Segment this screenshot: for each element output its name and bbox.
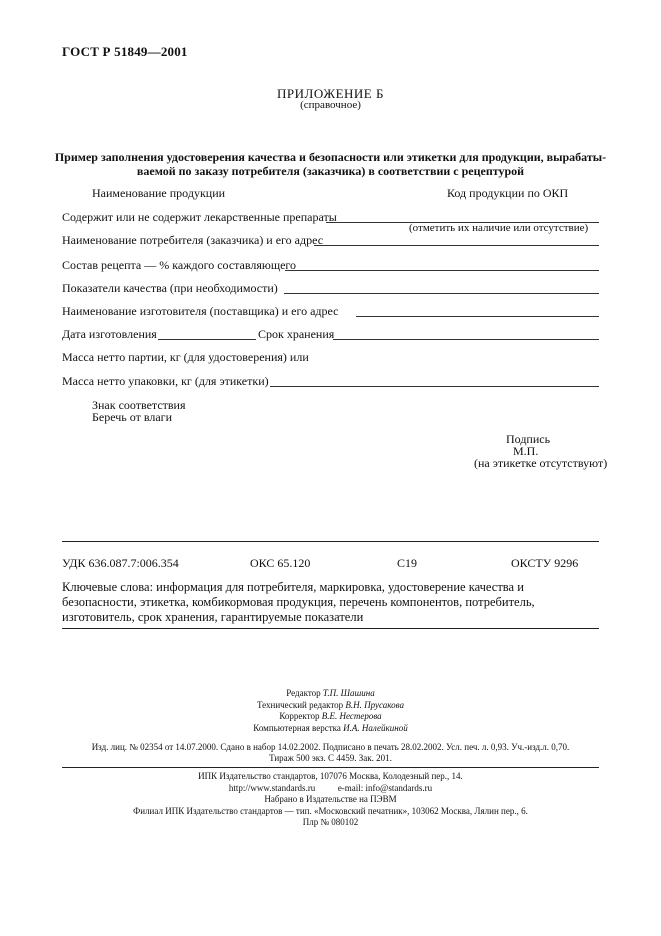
udk-code: УДК 636.087.7:006.354: [62, 556, 179, 570]
example-title: [0, 150, 661, 178]
imprint-email: e-mail: info@standards.ru: [337, 782, 433, 793]
corrector-name: В.Е. Нестерова: [321, 711, 382, 721]
recipe-fill-line: [285, 270, 599, 271]
imprint-line5: Плр № 080102: [302, 817, 359, 827]
keywords-rule: [62, 628, 599, 629]
layout-name: И.А. Налейкиной: [343, 722, 408, 733]
appendix-subtitle: (справочное): [300, 99, 361, 111]
batch-mass-label: Масса нетто партии, кг (для удостоверения) или: [62, 350, 309, 364]
tech-editor-name: В.Н. Прусакова: [345, 699, 405, 710]
quality-fill-line: [284, 293, 599, 294]
stamp-label: М.П.: [513, 444, 539, 458]
editor-role: Редактор: [286, 688, 321, 698]
customer-fill-line: [314, 245, 599, 246]
imprint-contacts: [0, 783, 661, 795]
customer-label: Наименование потребителя (заказчика) и его адрес: [62, 233, 324, 247]
okp-code-label: Код продукции по ОКП: [447, 186, 569, 200]
drugs-note: (отметить их наличие или отсутствие): [409, 222, 589, 234]
corrector-role: Корректор: [279, 711, 320, 721]
recipe-label: Состав рецепта — % каждого составляющего: [62, 258, 297, 272]
credits: [0, 688, 661, 734]
top-rule: [62, 541, 599, 542]
example-title-line2: ваемой по заказу потребителя (заказчика) в соответствии с рецептурой: [136, 164, 525, 178]
keep-dry: Беречь от влаги: [92, 410, 173, 424]
tech-editor-credit: [0, 700, 661, 712]
imprint-line1: ИПК Издательство стандартов, 107076 Москва, Колодезный пер., 14.: [198, 771, 463, 781]
imprint-web: http://www.standards.ru: [228, 782, 316, 793]
pack-mass-fill-line: [270, 386, 599, 387]
example-title-line1: Пример заполнения удостоверения качества и безопасности или этикетки для продукции, вырабаты-: [54, 150, 607, 164]
conformity-mark: Знак соответствия: [92, 398, 186, 412]
signature-label: Подпись: [506, 432, 551, 446]
keywords: Ключевые слова: информация для потребителя, маркировка, удостоверение качества и безопасности, этикетка, комбикормовая продукция, перечень компонентов, потребитель, изготовитель, срок хранения, гарантируемые показатели: [62, 580, 535, 624]
manufacturer-fill-line: [356, 316, 599, 317]
layout-role: Компьютерная верстка: [253, 722, 341, 733]
corrector-credit: [0, 711, 661, 723]
imprint-rule: [62, 767, 599, 768]
oks-code: ОКС 65.120: [250, 556, 311, 570]
publication-info: [0, 742, 661, 764]
publication-line1: Изд. лиц. № 02354 от 14.07.2000. Сдано в набор 14.02.2002. Подписано в печать 28.02.2002. Усл. печ. л. 0,93. Уч.-изд.л. 0,70.: [91, 742, 570, 752]
shelf-life-fill-line: [333, 339, 599, 340]
tech-editor-role: Технический редактор: [256, 699, 344, 710]
manufacturer-label: Наименование изготовителя (поставщика) и его адрес: [62, 304, 339, 318]
okstu-code: ОКСТУ 9296: [511, 556, 579, 570]
publication-line2: Тираж 500 экз. С 4459. Зак. 201.: [269, 753, 392, 763]
appendix-title: ПРИЛОЖЕНИЕ Б: [277, 86, 384, 101]
made-date-fill-line: [158, 339, 256, 340]
standard-header: ГОСТ Р 51849—2001: [62, 44, 188, 59]
shelf-life-label: Срок хранения: [258, 327, 335, 341]
made-date-label: Дата изготовления: [62, 327, 157, 341]
group-code: С19: [397, 556, 418, 570]
pack-mass-label: Масса нетто упаковки, кг (для этикетки): [62, 374, 269, 388]
drugs-label: Содержит или не содержит лекарственные препараты: [62, 210, 337, 224]
layout-credit: [0, 723, 661, 735]
imprint-line4: Филиал ИПК Издательство стандартов — тип. «Московский печатник», 103062 Москва, Лялин пер., 6.: [133, 805, 528, 816]
editor-name: Т.П. Шашина: [322, 688, 375, 698]
product-name-label: Наименование продукции: [92, 186, 226, 200]
imprint: [0, 771, 661, 829]
quality-label: Показатели качества (при необходимости): [62, 281, 278, 295]
editor-credit: [0, 688, 661, 700]
stamp-note: (на этикетке отсутствуют): [474, 456, 608, 470]
imprint-line3: Набрано в Издательстве на ПЭВМ: [264, 794, 397, 804]
